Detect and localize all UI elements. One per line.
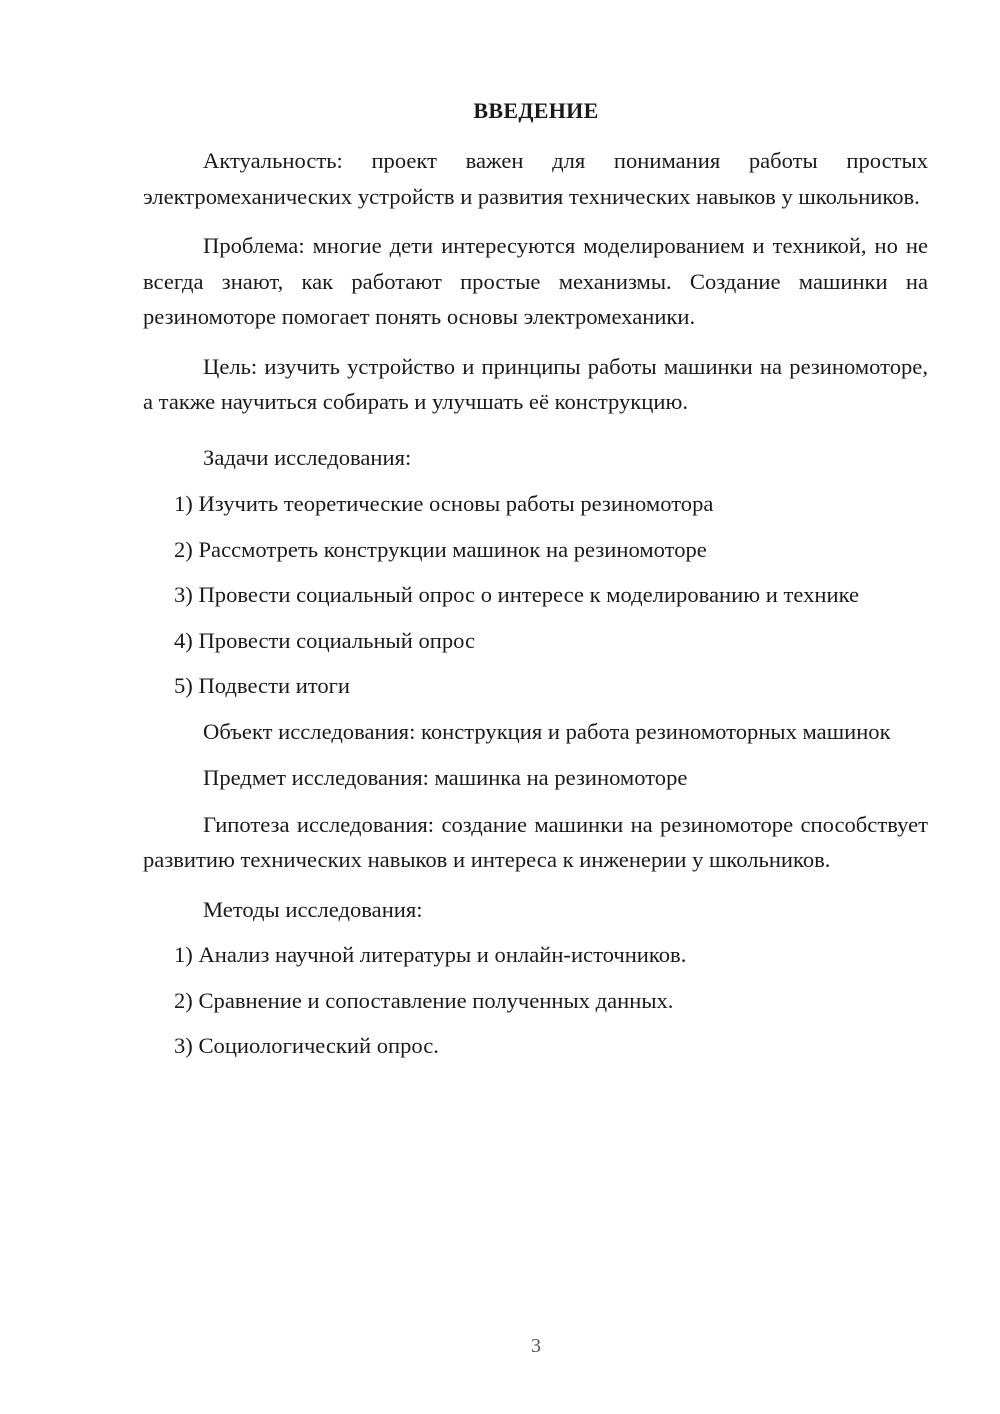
subject-paragraph: Предмет исследования: машинка на резиномоторе — [203, 765, 688, 790]
object-paragraph: Объект исследования: конструкция и работа резиномоторных машинок — [203, 718, 891, 744]
task-item-3: 3) Провести социальный опрос о интересе к моделированию и технике — [174, 582, 860, 607]
page-number: 3 — [531, 1335, 541, 1357]
tasks-title: Задачи исследования: — [203, 444, 412, 470]
task-item-2: 2) Рассмотреть конструкции машинок на резиномоторе — [174, 536, 707, 562]
method-item-1: 1) Анализ научной литературы и онлайн-источников. — [174, 942, 687, 967]
relevance-paragraph: Актуальность: проект важен для понимания работы простых электромеханических устройств и развития технических навыков у школьников. — [143, 148, 928, 209]
goal-paragraph: Цель: изучить устройство и принципы работы машинки на резиномоторе, а также научиться собирать и улучшать её конструкцию. — [143, 353, 928, 414]
method-item-2: 2) Сравнение и сопоставление полученных данных. — [174, 987, 674, 1013]
method-item-3: 3) Социологический опрос. — [174, 1033, 439, 1058]
task-item-5: 5) Подвести итоги — [174, 673, 351, 698]
task-item-1: 1) Изучить теоретические основы работы резиномотора — [174, 491, 714, 516]
section-heading: ВВЕДЕНИЕ — [473, 98, 599, 123]
problem-paragraph: Проблема: многие дети интересуются моделированием и техникой, но не всегда знают, как работают простые механизмы. Создание машинки на резиномоторе помогает понять основы электромеханики. — [143, 233, 928, 329]
methods-title: Методы исследования: — [203, 896, 423, 922]
document-body — [143, 143, 928, 1064]
task-item-4: 4) Провести социальный опрос — [174, 627, 476, 653]
hypothesis-paragraph: Гипотеза исследования: создание машинки на резиномоторе способствует развитию технических навыков и интереса к инженерии у школьников. — [143, 811, 928, 872]
